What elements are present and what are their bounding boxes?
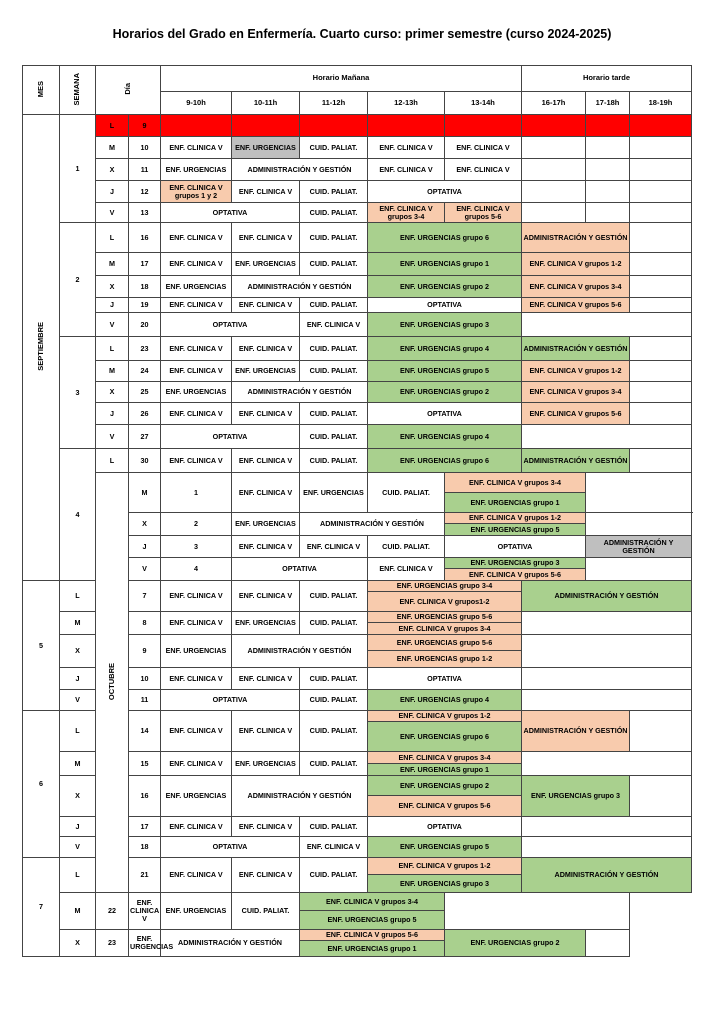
day-letter: M: [60, 612, 96, 635]
day-number: 1: [161, 473, 232, 513]
class-cell: CUID. PALIAT.: [300, 858, 368, 893]
class-cell: ENF. CLINICA V grupos 3-4: [522, 276, 630, 298]
class-cell: ENF. CLINICA V: [300, 536, 368, 558]
class-cell: ADMINISTRACIÓN Y GESTIÓN: [232, 776, 368, 817]
class-cell: CUID. PALIAT.: [300, 690, 368, 711]
class-cell: ENF. URGENCIAS grupo 2: [368, 276, 522, 298]
day-number: 30: [129, 449, 161, 473]
class-cell: ADMINISTRACIÓN Y GESTIÓN: [161, 930, 300, 957]
class-cell: OPTATIVA: [161, 837, 300, 858]
class-cell: ENF. URGENCIAS grupo 4: [368, 690, 522, 711]
class-cell: ENF. CLINICA V: [161, 298, 232, 313]
day-letter: X: [129, 513, 161, 536]
day-letter: M: [60, 893, 96, 930]
class-cell: ADMINISTRACIÓN Y GESTIÓN: [522, 711, 630, 752]
day-number: 12: [129, 181, 161, 203]
split-cell: ENF. CLINICA V grupos 3-4 ENF. URGENCIAS grupo 1: [445, 473, 586, 513]
day-letter: V: [129, 558, 161, 581]
day-number: 18: [129, 276, 161, 298]
month-septiembre: SEPTIEMBRE: [23, 115, 60, 581]
class-cell: ENF. CLINICA V grupos 5-6: [522, 403, 630, 425]
day-number: 16: [129, 223, 161, 253]
class-cell: ADMINISTRACIÓN Y GESTIÓN: [232, 635, 368, 668]
class-cell: ENF. URGENCIAS: [161, 276, 232, 298]
month-octubre: OCTUBRE: [96, 473, 129, 893]
day-number: 2: [161, 513, 232, 536]
class-cell: ENF. URGENCIAS: [232, 513, 300, 536]
day-number: 16: [129, 776, 161, 817]
class-cell: ENF. CLINICA V grupos 1-2: [522, 253, 630, 276]
class-cell: ENF. CLINICA V: [368, 558, 445, 581]
class-cell: ENF. CLINICA V: [232, 223, 300, 253]
class-cell: CUID. PALIAT.: [300, 668, 368, 690]
header-manana: Horario Mañana: [161, 66, 522, 92]
class-cell: CUID. PALIAT.: [368, 473, 445, 513]
class-cell: ENF. URGENCIAS: [161, 776, 232, 817]
class-cell: ADMINISTRACIÓN Y GESTIÓN: [232, 276, 368, 298]
class-cell: ENF. CLINICA V: [161, 223, 232, 253]
day-number: 10: [129, 668, 161, 690]
split-cell: ENF. CLINICA V grupos 1-2 ENF. URGENCIAS grupo 6: [368, 711, 522, 752]
class-cell: ENF. URGENCIAS grupo 5: [368, 361, 522, 382]
class-cell: ENF. URGENCIAS grupo 5: [368, 837, 522, 858]
class-cell: ENF. URGENCIAS: [161, 382, 232, 403]
day-letter: J: [96, 403, 129, 425]
day-letter: M: [96, 137, 129, 159]
class-cell: ENF. URGENCIAS grupo 1: [368, 253, 522, 276]
class-cell: ENF. URGENCIAS grupo 4: [368, 425, 522, 449]
class-cell: ADMINISTRACIÓN Y GESTIÓN: [522, 581, 692, 612]
header-dia: Día: [96, 66, 161, 115]
class-cell: ENF. URGENCIAS: [232, 752, 300, 776]
week-number: 7: [23, 858, 60, 957]
class-cell: CUID. PALIAT.: [300, 425, 368, 449]
class-cell: ENF. URGENCIAS grupo 2: [368, 382, 522, 403]
class-cell: CUID. PALIAT.: [300, 752, 368, 776]
day-letter: L: [96, 337, 129, 361]
split-cell: ENF. URGENCIAS grupo 2 ENF. CLINICA V grupos 5-6: [368, 776, 522, 817]
class-cell: ENF. CLINICA V: [232, 581, 300, 612]
class-cell: ENF. CLINICA V: [129, 893, 161, 930]
split-cell: ENF. URGENCIAS grupo 3-4 ENF. CLINICA V grupos1-2: [368, 581, 522, 612]
class-cell: ENF. CLINICA V: [232, 711, 300, 752]
slot-header: 11-12h: [300, 92, 368, 115]
day-letter: X: [96, 382, 129, 403]
class-cell: OPTATIVA: [368, 668, 522, 690]
day-letter: V: [96, 313, 129, 337]
class-cell: ENF. CLINICA V: [161, 612, 232, 635]
class-cell: ENF. CLINICA V: [368, 137, 445, 159]
day-letter: X: [60, 930, 96, 957]
class-cell: OPTATIVA: [232, 558, 368, 581]
header-semana: SEMANA: [60, 66, 96, 115]
day-letter: J: [129, 536, 161, 558]
day-letter: L: [96, 115, 129, 137]
class-cell: ENF. URGENCIAS: [232, 361, 300, 382]
class-cell: ENF. CLINICA V: [232, 181, 300, 203]
class-cell: CUID. PALIAT.: [300, 361, 368, 382]
day-letter: X: [60, 635, 96, 668]
week-number: 5: [23, 581, 60, 711]
class-cell: OPTATIVA: [368, 817, 522, 837]
class-cell: CUID. PALIAT.: [300, 581, 368, 612]
day-number: 9: [129, 115, 161, 137]
split-cell: ENF. CLINICA V grupos 1-2 ENF. URGENCIAS grupo 3: [368, 858, 522, 893]
split-cell: ENF. URGENCIAS grupo 5-6 ENF. URGENCIAS grupo 1-2: [368, 635, 522, 668]
class-cell: ENF. CLINICA V: [161, 711, 232, 752]
class-cell: ADMINISTRACIÓN Y GESTIÓN: [522, 858, 692, 893]
class-cell: ADMINISTRACIÓN Y GESTIÓN: [522, 337, 630, 361]
split-cell: ENF. CLINICA V grupos 1-2 ENF. URGENCIAS grupo 5: [445, 513, 586, 536]
day-number: 25: [129, 382, 161, 403]
day-number: 9: [129, 635, 161, 668]
class-cell: ENF. URGENCIAS: [300, 473, 368, 513]
class-cell: ENF. CLINICA V: [161, 137, 232, 159]
class-cell: OPTATIVA: [368, 298, 522, 313]
class-cell: ENF. CLINICA V: [232, 473, 300, 513]
day-letter: L: [96, 449, 129, 473]
class-cell: ENF. URGENCIAS grupo 6: [368, 449, 522, 473]
schedule-table-wrapper: [22, 65, 691, 957]
day-number: 14: [129, 711, 161, 752]
class-cell: OPTATIVA: [368, 403, 522, 425]
class-cell: ENF. URGENCIAS: [232, 137, 300, 159]
day-letter: X: [96, 276, 129, 298]
class-cell: ENF. URGENCIAS: [161, 635, 232, 668]
class-cell: ENF. CLINICA V: [300, 837, 368, 858]
class-cell: OPTATIVA: [161, 203, 300, 223]
slot-header: 9-10h: [161, 92, 232, 115]
class-cell: ENF. CLINICA V: [368, 159, 445, 181]
class-cell: ENF. CLINICA V: [161, 581, 232, 612]
split-cell: ENF. CLINICA V grupos 3-4 ENF. URGENCIAS grupo 5: [300, 893, 445, 930]
week-number: 1: [60, 115, 96, 223]
slot-header: 12-13h: [368, 92, 445, 115]
class-cell: ADMINISTRACIÓN Y GESTIÓN: [522, 449, 630, 473]
class-cell: ENF. URGENCIAS grupo 3: [368, 313, 522, 337]
slot-header: 16-17h: [522, 92, 586, 115]
day-letter: M: [129, 473, 161, 513]
day-letter: M: [96, 253, 129, 276]
class-cell: CUID. PALIAT.: [300, 298, 368, 313]
class-cell: ENF. CLINICA V: [161, 449, 232, 473]
class-cell: ADMINISTRACIÓN Y GESTIÓN: [300, 513, 445, 536]
day-number: 23: [129, 337, 161, 361]
class-cell: ENF. URGENCIAS: [161, 893, 232, 930]
day-letter: J: [96, 298, 129, 313]
class-cell: ENF. CLINICA V: [232, 298, 300, 313]
class-cell: ENF. CLINICA V: [232, 449, 300, 473]
day-number: 23: [96, 930, 129, 957]
class-cell: CUID. PALIAT.: [232, 893, 300, 930]
class-cell: ENF. CLINICA V: [445, 159, 522, 181]
class-cell: ENF. CLINICA V: [161, 752, 232, 776]
class-cell: OPTATIVA: [161, 690, 300, 711]
class-cell: ENF. CLINICA V: [161, 403, 232, 425]
day-number: 24: [129, 361, 161, 382]
day-number: 21: [129, 858, 161, 893]
class-cell: ENF. CLINICA V: [300, 313, 368, 337]
week-number: 2: [60, 223, 96, 337]
class-cell: ENF. URGENCIAS grupo 3: [522, 776, 630, 817]
class-cell: OPTATIVA: [161, 313, 300, 337]
class-cell: ENF. CLINICA V: [232, 337, 300, 361]
day-number: 17: [129, 253, 161, 276]
day-number: 7: [129, 581, 161, 612]
split-cell: ENF. CLINICA V grupos 3-4 ENF. URGENCIAS grupo 1: [368, 752, 522, 776]
class-cell: ENF. CLINICA V grupos 1 y 2: [161, 181, 232, 203]
day-letter: L: [96, 223, 129, 253]
class-cell: ENF. CLINICA V: [445, 137, 522, 159]
class-cell: ENF. URGENCIAS: [232, 253, 300, 276]
day-number: 22: [96, 893, 129, 930]
week-number: 3: [60, 337, 96, 449]
day-number: 26: [129, 403, 161, 425]
class-cell: ENF. URGENCIAS: [232, 612, 300, 635]
class-cell: CUID. PALIAT.: [300, 203, 368, 223]
day-letter: X: [60, 776, 96, 817]
class-cell: CUID. PALIAT.: [300, 449, 368, 473]
class-cell: OPTATIVA: [445, 536, 586, 558]
class-cell: ADMINISTRACIÓN Y GESTIÓN: [586, 536, 692, 558]
class-cell: ENF. CLINICA V grupos 3-4: [368, 203, 445, 223]
day-letter: L: [60, 858, 96, 893]
class-cell: ENF. CLINICA V: [232, 536, 300, 558]
day-number: 15: [129, 752, 161, 776]
class-cell: ENF. CLINICA V: [161, 817, 232, 837]
day-number: 13: [129, 203, 161, 223]
header-tarde: Horario tarde: [522, 66, 692, 92]
schedule-table: [22, 65, 692, 957]
class-cell: OPTATIVA: [368, 181, 522, 203]
slot-header: 18-19h: [630, 92, 692, 115]
class-cell: ENF. CLINICA V grupos 3-4: [522, 382, 630, 403]
class-cell: ENF. URGENCIAS grupo 6: [368, 223, 522, 253]
day-letter: X: [96, 159, 129, 181]
slot-header: 10-11h: [232, 92, 300, 115]
slot-header: 17-18h: [586, 92, 630, 115]
day-number: 19: [129, 298, 161, 313]
week-number: 6: [23, 711, 60, 858]
day-number: 4: [161, 558, 232, 581]
class-cell: ENF. CLINICA V: [232, 668, 300, 690]
day-letter: M: [96, 361, 129, 382]
split-cell: ENF. URGENCIAS grupo 5-6 ENF. CLINICA V grupos 3-4: [368, 612, 522, 635]
day-number: 27: [129, 425, 161, 449]
day-letter: J: [96, 181, 129, 203]
day-letter: V: [60, 690, 96, 711]
class-cell: CUID. PALIAT.: [300, 612, 368, 635]
day-letter: L: [60, 581, 96, 612]
day-letter: V: [96, 203, 129, 223]
class-cell: CUID. PALIAT.: [300, 223, 368, 253]
split-cell: ENF. CLINICA V grupos 5-6 ENF. URGENCIAS grupo 1: [300, 930, 445, 957]
day-number: 18: [129, 837, 161, 858]
class-cell: ADMINISTRACIÓN Y GESTIÓN: [232, 159, 368, 181]
day-number: 10: [129, 137, 161, 159]
class-cell: ENF. URGENCIAS: [129, 930, 161, 957]
class-cell: CUID. PALIAT.: [300, 403, 368, 425]
class-cell: ENF. URGENCIAS grupo 2: [445, 930, 586, 957]
day-number: 11: [129, 690, 161, 711]
slot-header: 13-14h: [445, 92, 522, 115]
class-cell: CUID. PALIAT.: [300, 253, 368, 276]
class-cell: ENF. CLINICA V: [161, 337, 232, 361]
class-cell: ADMINISTRACIÓN Y GESTIÓN: [232, 382, 368, 403]
class-cell: CUID. PALIAT.: [300, 181, 368, 203]
day-number: 17: [129, 817, 161, 837]
class-cell: ENF. CLINICA V: [161, 858, 232, 893]
class-cell: ENF. CLINICA V: [232, 858, 300, 893]
day-letter: V: [96, 425, 129, 449]
day-number: 8: [129, 612, 161, 635]
class-cell: ADMINISTRACIÓN Y GESTIÓN: [522, 223, 630, 253]
class-cell: ENF. URGENCIAS: [161, 159, 232, 181]
class-cell: ENF. CLINICA V: [161, 668, 232, 690]
class-cell: OPTATIVA: [161, 425, 300, 449]
class-cell: CUID. PALIAT.: [300, 337, 368, 361]
week-number: 4: [60, 449, 96, 581]
class-cell: ENF. CLINICA V: [161, 253, 232, 276]
day-letter: L: [60, 711, 96, 752]
class-cell: CUID. PALIAT.: [300, 711, 368, 752]
day-number: 20: [129, 313, 161, 337]
day-letter: V: [60, 837, 96, 858]
class-cell: CUID. PALIAT.: [368, 536, 445, 558]
class-cell: ENF. CLINICA V grupos 1-2: [522, 361, 630, 382]
class-cell: CUID. PALIAT.: [300, 817, 368, 837]
day-letter: M: [60, 752, 96, 776]
day-letter: J: [60, 668, 96, 690]
class-cell: ENF. CLINICA V: [232, 403, 300, 425]
class-cell: ENF. CLINICA V grupos 5-6: [445, 203, 522, 223]
day-number: 3: [161, 536, 232, 558]
page-title: Horarios del Grado en Enfermería. Cuarto curso: primer semestre (curso 2024-2025): [112, 27, 612, 41]
header-mes: MES: [23, 66, 60, 115]
class-cell: ENF. CLINICA V: [232, 817, 300, 837]
class-cell: CUID. PALIAT.: [300, 137, 368, 159]
class-cell: ENF. CLINICA V grupos 5-6: [522, 298, 630, 313]
class-cell: ENF. URGENCIAS grupo 4: [368, 337, 522, 361]
class-cell: ENF. CLINICA V: [161, 361, 232, 382]
day-number: 11: [129, 159, 161, 181]
day-letter: J: [60, 817, 96, 837]
split-cell: ENF. URGENCIAS grupo 3 ENF. CLINICA V grupos 5-6: [445, 558, 586, 581]
